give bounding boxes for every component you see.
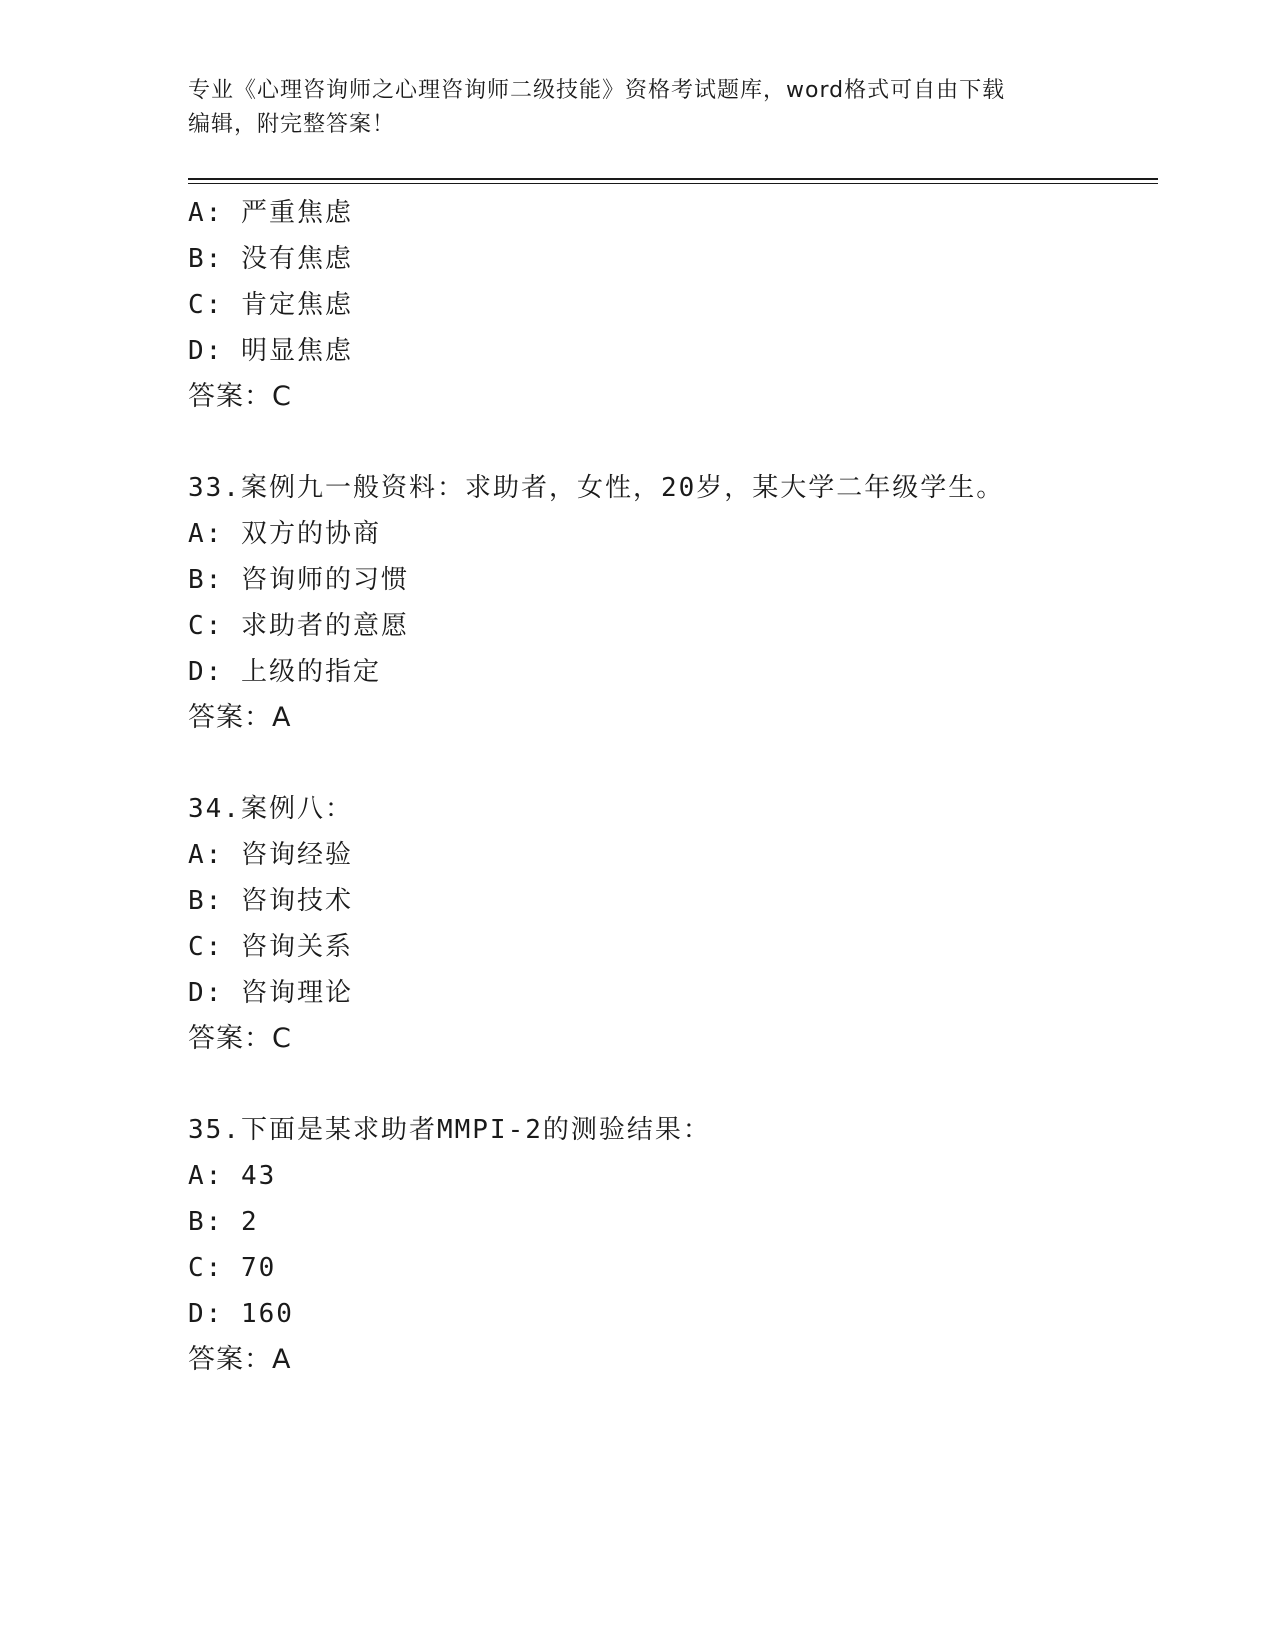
question-block <box>188 786 1148 1062</box>
option-c: C: 肯定焦虑 <box>188 290 353 320</box>
spacer <box>188 741 1148 786</box>
option-b: B: 2 <box>188 1207 259 1237</box>
header-divider-thin <box>188 183 1158 184</box>
spacer <box>188 1062 1148 1107</box>
answer-text: 答案：A <box>188 1344 292 1375</box>
question-title: 35.下面是某求助者MMPI-2的测验结果： <box>188 1115 711 1145</box>
option-d: D: 咨询理论 <box>188 978 353 1008</box>
question-block <box>188 190 1148 420</box>
document-header <box>188 74 1068 142</box>
answer-text: 答案：C <box>188 1023 292 1054</box>
question-list <box>188 190 1148 1383</box>
header-line-1: 专业《心理咨询师之心理咨询师二级技能》资格考试题库，word格式可自由下载 <box>188 78 1006 103</box>
option-a: A: 咨询经验 <box>188 840 353 870</box>
question-title: 33.案例九一般资料：求助者，女性，20岁，某大学二年级学生。 <box>188 473 1005 503</box>
header-line-2: 编辑，附完整答案！ <box>188 112 396 137</box>
option-a: A: 43 <box>188 1161 277 1191</box>
header-divider-thick <box>188 178 1158 180</box>
option-c: C: 70 <box>188 1253 277 1283</box>
option-b: B: 咨询师的习惯 <box>188 565 409 595</box>
option-c: C: 求助者的意愿 <box>188 611 409 641</box>
option-d: D: 明显焦虑 <box>188 336 353 366</box>
option-a: A: 严重焦虑 <box>188 198 353 228</box>
option-c: C: 咨询关系 <box>188 932 353 962</box>
spacer <box>188 420 1148 465</box>
option-a: A: 双方的协商 <box>188 519 381 549</box>
option-b: B: 咨询技术 <box>188 886 353 916</box>
answer-text: 答案：A <box>188 702 292 733</box>
option-d: D: 160 <box>188 1299 294 1329</box>
question-block <box>188 1107 1148 1383</box>
question-title: 34.案例八： <box>188 794 353 824</box>
option-d: D: 上级的指定 <box>188 657 381 687</box>
option-b: B: 没有焦虑 <box>188 244 353 274</box>
answer-text: 答案：C <box>188 381 292 412</box>
question-block <box>188 465 1148 741</box>
